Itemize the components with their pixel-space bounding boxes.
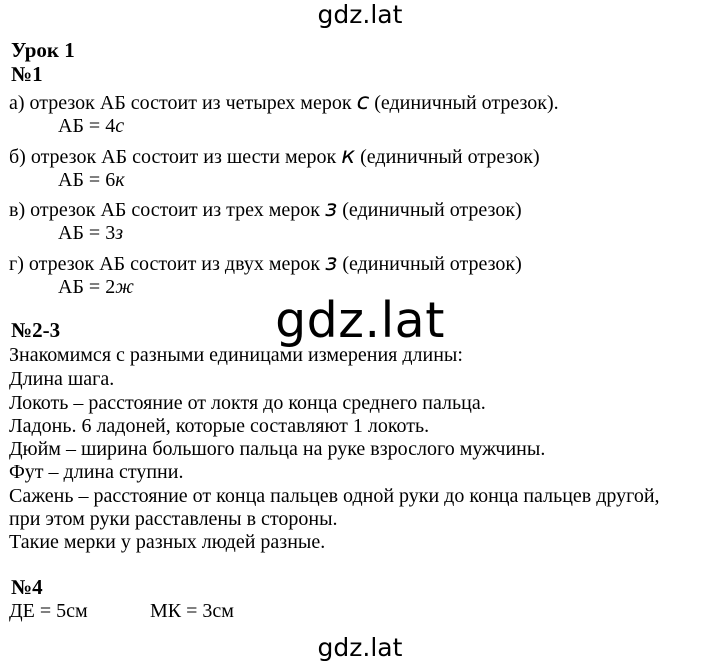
task1-eq-b (58, 169, 125, 192)
eq-text: АБ = 2 (58, 276, 116, 298)
item-variable: з (325, 196, 338, 222)
task23-line: Локоть – расстояние от локтя до конца среднего пальца. (9, 392, 486, 414)
eq-text: АБ = 3 (58, 222, 116, 244)
item-text: г) отрезок АБ состоит из двух мерок (9, 253, 326, 275)
task1-item-a (9, 89, 559, 115)
item-text: б) отрезок АБ состоит из шести мерок (9, 146, 342, 168)
eq-variable: к (115, 169, 125, 191)
task1-item-b (9, 143, 540, 169)
eq-variable: с (115, 115, 125, 137)
item-variable: к (341, 143, 356, 169)
task23-line: Ладонь. 6 ладоней, которые составляют 1 локоть. (9, 415, 430, 437)
eq-text: АБ = 4 (58, 115, 116, 137)
task23-line: при этом руки расставлены в стороны. (9, 508, 338, 530)
task23-line: Фут – длина ступни. (9, 461, 184, 483)
item-text: (единичный отрезок) (337, 253, 522, 275)
task4-number: №4 (11, 575, 43, 599)
item-text: (единичный отрезок) (337, 199, 522, 221)
task23-line: Такие мерки у разных людей разные. (9, 531, 326, 553)
task4-de: ДЕ = 5см (9, 600, 88, 622)
task4-mk: МК = 3см (150, 600, 234, 622)
task1-eq-a (58, 115, 124, 138)
task1-item-c (9, 196, 522, 222)
task23-line: Дюйм – ширина большого пальца на руке взрослого мужчины. (9, 438, 546, 460)
task23-number: №2-3 (11, 318, 61, 342)
item-text: (единичный отрезок). (369, 92, 559, 114)
task23-line: Длина шага. (9, 368, 115, 390)
item-text: а) отрезок АБ состоит из четырех мерок (9, 92, 357, 114)
watermark-top: gdz.lat (317, 0, 403, 29)
watermark-bottom: gdz.lat (317, 633, 403, 662)
item-text: (единичный отрезок) (355, 146, 540, 168)
task1-eq-c (58, 222, 123, 245)
lesson-title: Урок 1 (11, 38, 75, 62)
task1-number: №1 (11, 62, 43, 86)
task1-item-d (9, 250, 522, 276)
task23-line: Сажень – расстояние от конца пальцев одной руки до конца пальцев другой, (9, 485, 660, 507)
eq-text: АБ = 6 (58, 169, 116, 191)
item-variable: з (325, 250, 338, 276)
item-variable: с (356, 89, 370, 115)
eq-variable: з (115, 222, 124, 244)
item-text: в) отрезок АБ состоит из трех мерок (9, 199, 325, 221)
task23-line: Знакомимся с разными единицами измерения длины: (9, 344, 463, 366)
eq-variable: ж (115, 276, 134, 298)
watermark-middle: gdz.lat (275, 292, 445, 349)
